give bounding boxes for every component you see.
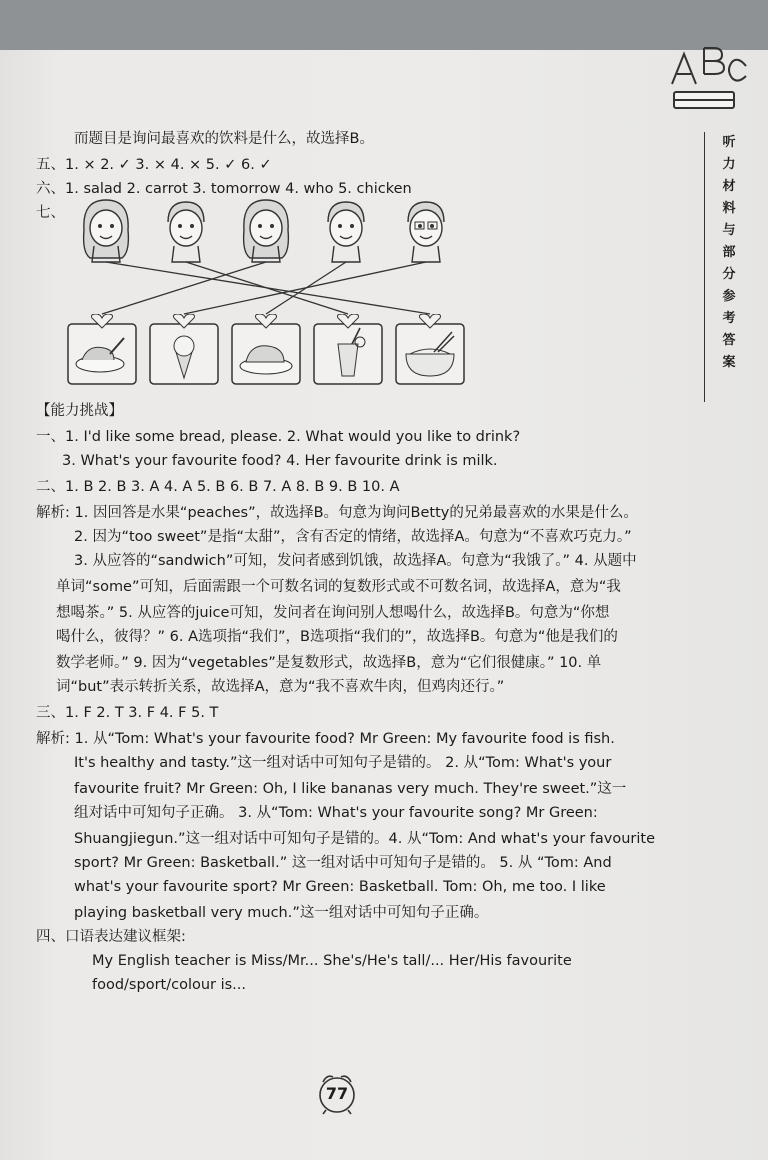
girl-face-2 — [238, 196, 294, 264]
side-title-char: 案 — [722, 355, 736, 370]
text-line: 六、1. salad 2. carrot 3. tomorrow 4. who 5. chicken — [36, 181, 412, 197]
text-line: Shuangjiegun.”这一组对话中可知句子是错的。4. 从“Tom: And what's your favourite — [74, 831, 656, 847]
match-line — [184, 262, 426, 314]
text-line: 而题目是询问最喜欢的饮料是什么，故选择B。 — [74, 131, 374, 147]
top-wave — [0, 34, 768, 58]
text-line: 3. 从应答的“sandwich”可知，发问者感到饥饿，故选择A。句意为“我饿了。” 4. 从题中 — [74, 553, 637, 569]
match-line — [106, 262, 430, 314]
text-line: 三、1. F 2. T 3. F 4. F 5. T — [36, 705, 219, 721]
match-line — [266, 262, 346, 314]
side-title-char: 料 — [722, 201, 736, 216]
text-line: food/sport/colour is... — [92, 977, 247, 993]
faces-row — [78, 196, 454, 264]
text-line: 3. What's your favourite food? 4. Her favourite drink is milk. — [62, 453, 498, 469]
match-line — [102, 262, 266, 314]
side-title-char: 部 — [722, 245, 736, 260]
text-line: 一、1. I'd like some bread, please. 2. What would you like to drink? — [36, 429, 521, 445]
side-title-char: 听 — [722, 135, 736, 150]
page-number-badge — [313, 1068, 361, 1116]
text-line: 数学老师。” 9. 因为“vegetables”是复数形式，故选择B，意为“它们很健康。” 10. 单 — [56, 655, 602, 671]
boy-face-2 — [318, 196, 374, 264]
text-line: 词“but”表示转折关系，故选择A，意为“我不喜欢牛肉，但鸡肉还行。” — [56, 679, 505, 695]
text-line: 七、 — [36, 205, 65, 221]
boy-face-1 — [158, 196, 214, 264]
girl-face-1 — [78, 196, 134, 264]
text-line: 喝什么，彼得？” 6. A选项指“我们”，B选项指“我们的”，故选择B。句意为“他是我们的 — [56, 629, 618, 645]
text-line: It's healthy and tasty.”这一组对话中可知句子是错的。 2. 从“Tom: What's your — [74, 755, 612, 771]
text-line: playing basketball very much.”这一组对话中可知句子正确。 — [74, 905, 489, 921]
text-line: 五、1. × 2. ✓ 3. × 4. × 5. ✓ 6. ✓ — [36, 157, 272, 173]
text-line: 想喝茶。” 5. 从应答的juice可知，发问者在询问别人想喝什么，故选择B。句意为“你想 — [56, 605, 610, 621]
text-line: 二、1. B 2. B 3. A 4. A 5. B 6. B 7. A 8. B 9. B 10. A — [36, 479, 400, 495]
abc-books-icon — [660, 36, 750, 120]
text-line: 2. 因为“too sweet”是指“太甜”，含有否定的情绪，故选择A。句意为“不喜欢巧克力。” — [74, 529, 632, 545]
match-line — [186, 262, 348, 314]
juice-icon — [312, 314, 384, 386]
text-line: 单词“some”可知，后面需跟一个可数名词的复数形式或不可数名词，故选择A，意为“我 — [56, 579, 621, 595]
side-title-char: 材 — [722, 179, 736, 194]
side-title-char: 参 — [722, 289, 736, 304]
side-title-char: 分 — [722, 267, 736, 282]
text-line: My English teacher is Miss/Mr... She's/He's tall/... Her/His favourite — [92, 953, 572, 969]
text-line: what's your favourite sport? Mr Green: Basketball. Tom: Oh, me too. I like — [74, 879, 606, 895]
text-line: 四、口语表达建议框架: — [36, 929, 186, 945]
side-title-char: 力 — [722, 157, 736, 172]
grandpa-face — [398, 196, 454, 264]
side-title-char: 考 — [722, 311, 736, 326]
page-number: 77 — [325, 1084, 349, 1103]
side-title-char: 答 — [722, 333, 736, 348]
side-title — [704, 132, 753, 402]
text-line: 【能力挑战】 — [36, 403, 123, 419]
rice-dish-icon — [66, 314, 138, 386]
noodles-icon — [394, 314, 466, 386]
foods-row — [66, 314, 466, 386]
ice-cream-icon — [148, 314, 220, 386]
roast-chicken-icon — [230, 314, 302, 386]
text-line: 解析: 1. 从“Tom: What's your favourite food? Mr Green: My favourite food is fish. — [36, 731, 615, 747]
text-line: 解析: 1. 因回答是水果“peaches”，故选择B。句意为询问Betty的兄弟最喜欢的水果是什么。 — [36, 505, 638, 521]
text-line: favourite fruit? Mr Green: Oh, I like bananas very much. They're sweet.”这一 — [74, 781, 627, 797]
side-title-char: 与 — [722, 223, 736, 238]
text-line: sport? Mr Green: Basketball.” 这一组对话中可知句子是错的。 5. 从 “Tom: And — [74, 855, 612, 871]
text-line: 组对话中可知句子正确。 3. 从“Tom: What's your favourite song? Mr Green: — [74, 805, 598, 821]
